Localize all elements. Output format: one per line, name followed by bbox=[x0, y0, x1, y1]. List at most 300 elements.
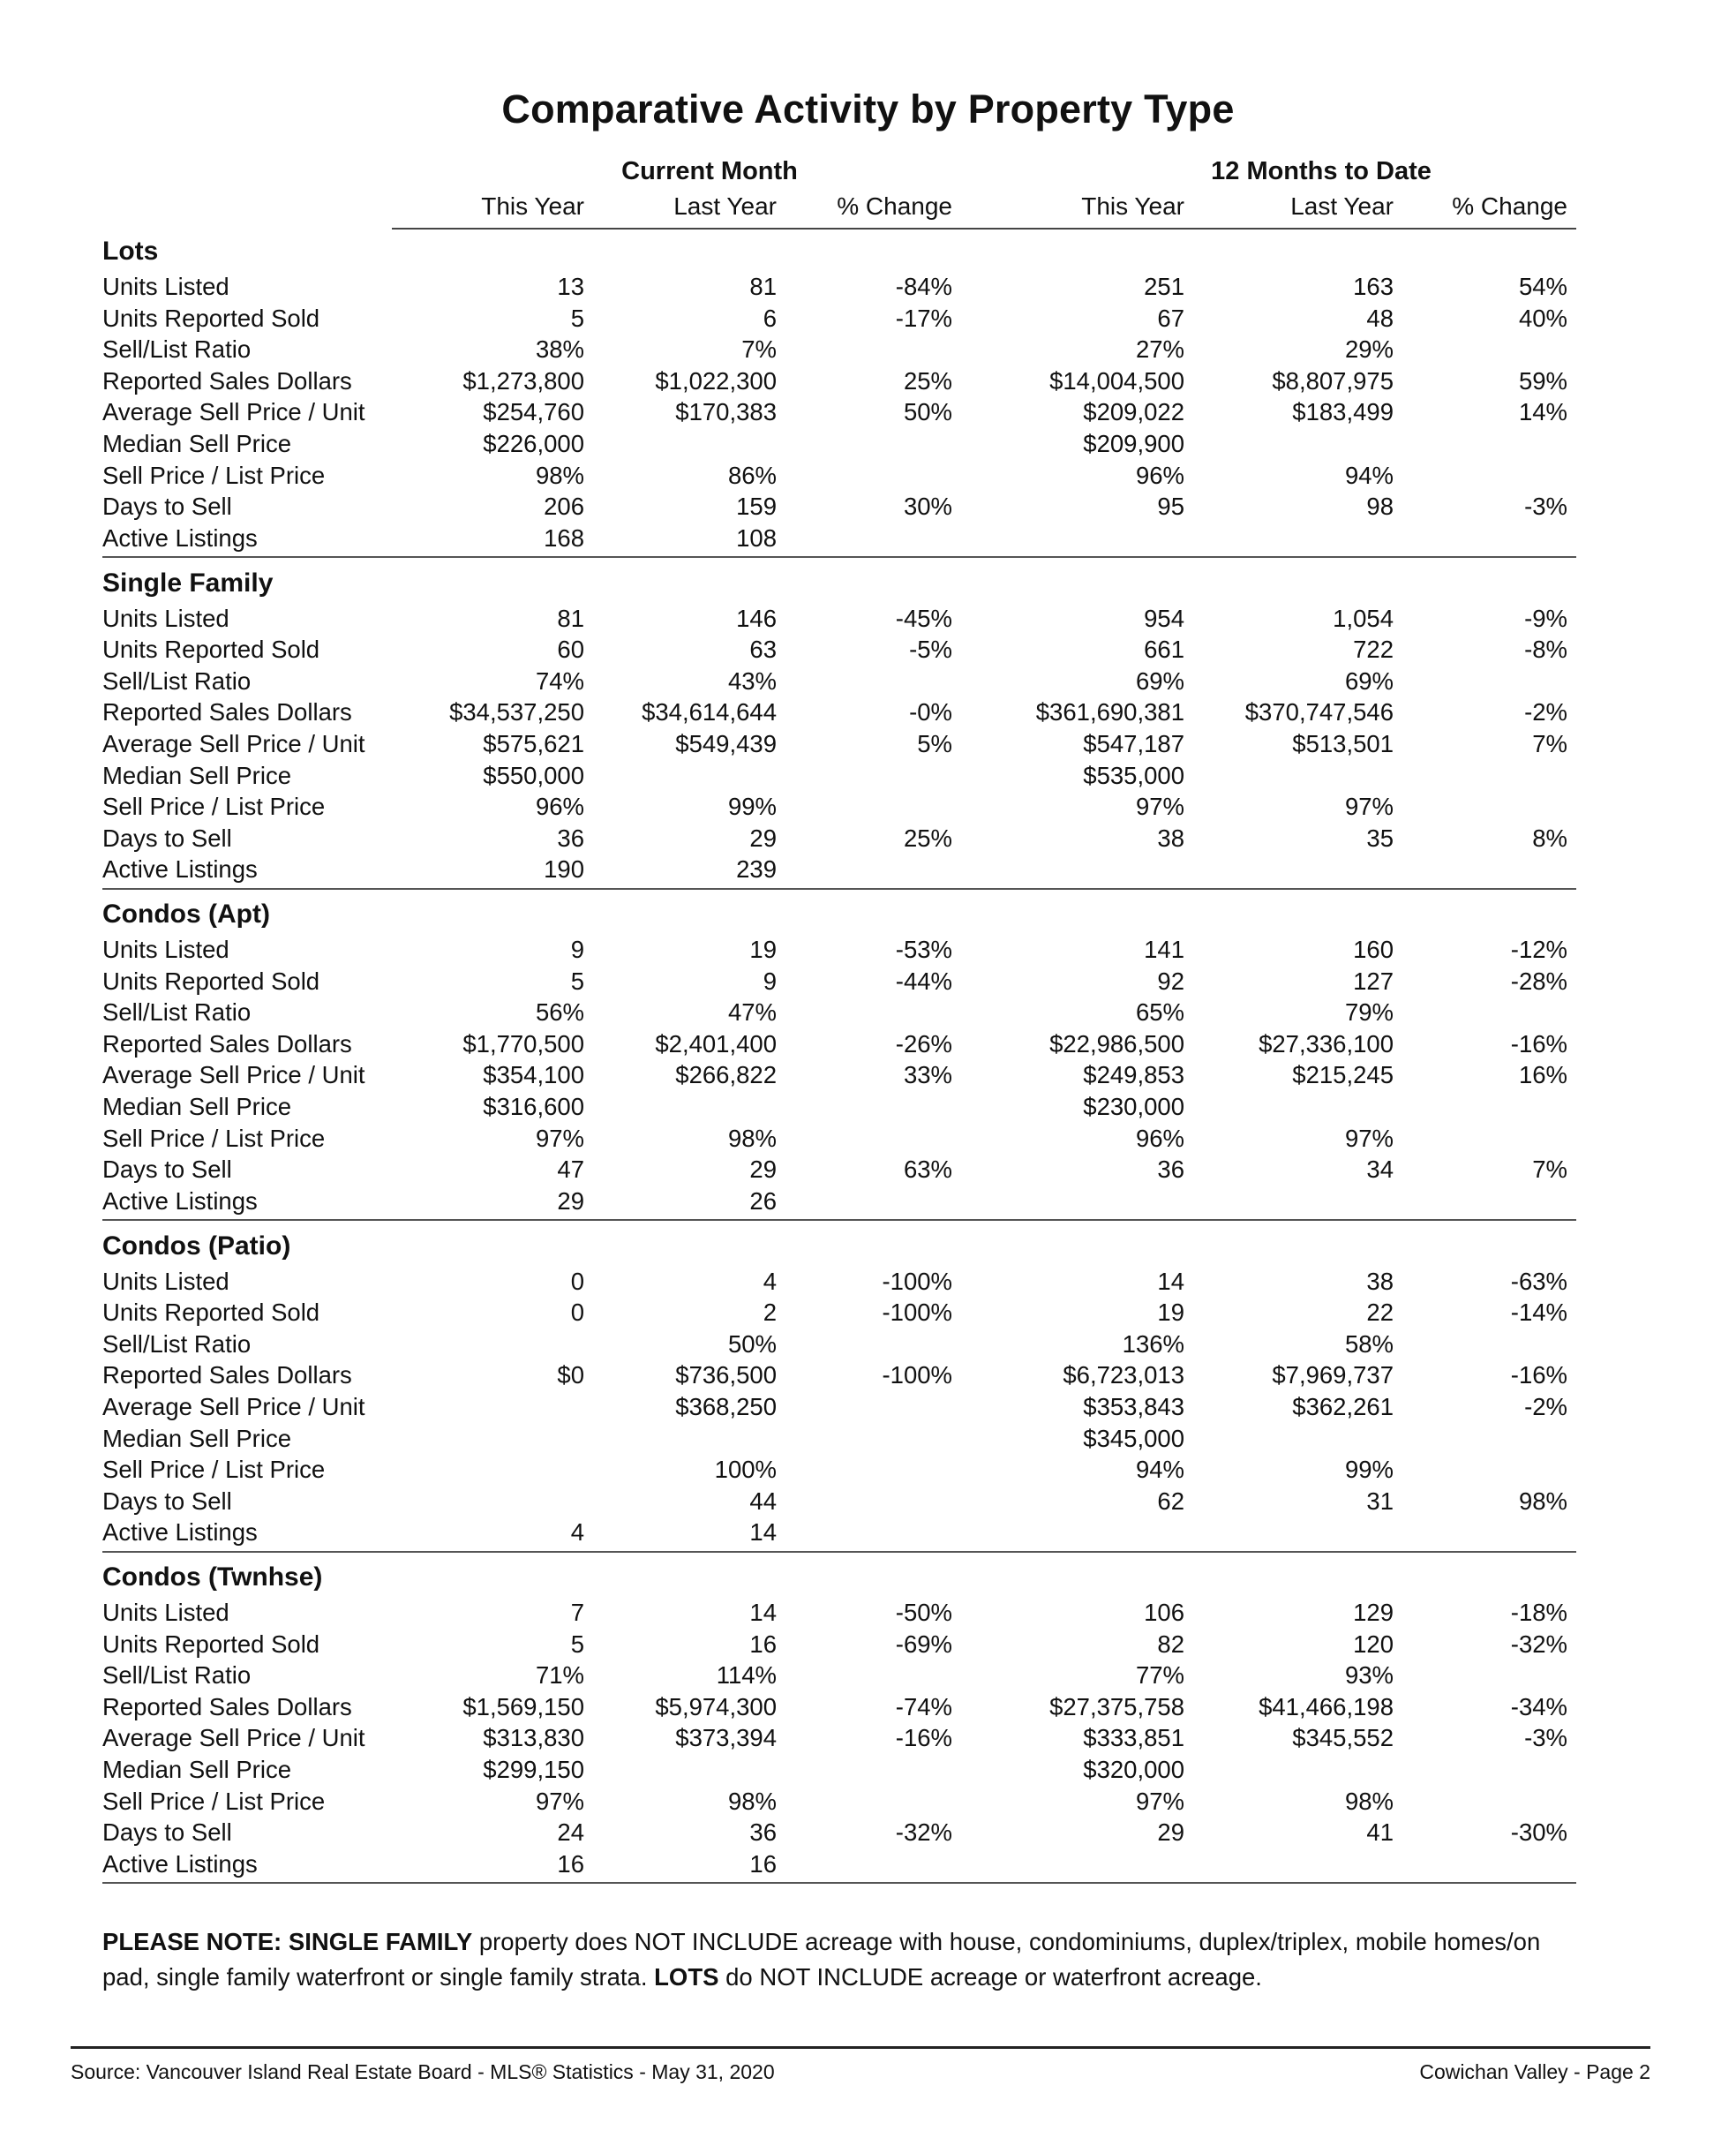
table-cell: 127 bbox=[1353, 967, 1394, 995]
table-cell: 38 bbox=[1157, 824, 1184, 852]
row-label: Days to Sell bbox=[102, 493, 232, 521]
table-cell: $5,974,300 bbox=[655, 1692, 777, 1720]
table-cell: 69% bbox=[1344, 666, 1394, 695]
table-cell: 81 bbox=[557, 604, 584, 632]
table-cell: 35 bbox=[1366, 824, 1394, 852]
table-cell: 5 bbox=[570, 967, 584, 995]
table-cell: 63% bbox=[903, 1156, 952, 1184]
note-lots: LOTS bbox=[654, 1963, 719, 1991]
table-row bbox=[0, 1487, 1736, 1519]
table-row bbox=[0, 1268, 1736, 1299]
table-cell: 97% bbox=[535, 1124, 584, 1152]
row-label: Units Reported Sold bbox=[102, 636, 320, 664]
table-cell: -32% bbox=[1510, 1630, 1567, 1658]
row-label: Sell/List Ratio bbox=[102, 998, 252, 1027]
row-label: Days to Sell bbox=[102, 824, 232, 852]
table-cell: $183,499 bbox=[1292, 398, 1394, 426]
table-cell: $34,614,644 bbox=[642, 698, 777, 726]
table-cell: 25% bbox=[903, 366, 952, 395]
table-cell: 5 bbox=[570, 304, 584, 332]
table-cell: 77% bbox=[1135, 1661, 1184, 1690]
row-label: Days to Sell bbox=[102, 1487, 232, 1515]
row-label: Active Listings bbox=[102, 855, 258, 884]
table-cell: $226,000 bbox=[483, 430, 584, 457]
table-cell: $299,150 bbox=[483, 1756, 584, 1783]
table-cell: $368,250 bbox=[675, 1392, 777, 1420]
table-row bbox=[0, 667, 1736, 699]
table-cell: $41,466,198 bbox=[1259, 1692, 1394, 1720]
table-cell: 5 bbox=[570, 1630, 584, 1658]
table-cell: $2,401,400 bbox=[655, 1029, 777, 1058]
table-cell: 97% bbox=[1344, 1124, 1394, 1152]
table-cell: 47% bbox=[727, 998, 777, 1027]
row-label: Reported Sales Dollars bbox=[102, 698, 352, 726]
table-cell: 661 bbox=[1144, 636, 1184, 664]
table-row bbox=[0, 855, 1736, 887]
table-cell: -18% bbox=[1510, 1599, 1567, 1626]
table-row bbox=[0, 1187, 1736, 1219]
table-row bbox=[0, 605, 1736, 636]
table-cell: -74% bbox=[895, 1692, 952, 1720]
table-cell: 41 bbox=[1366, 1818, 1394, 1847]
table-cell: -50% bbox=[895, 1599, 952, 1626]
table-row bbox=[0, 1125, 1736, 1156]
table-row bbox=[0, 1818, 1736, 1850]
table-row bbox=[0, 636, 1736, 667]
table-cell: 100% bbox=[714, 1456, 777, 1484]
section-title: Condos (Apt) bbox=[102, 900, 270, 929]
table-cell: 14% bbox=[1518, 398, 1567, 426]
table-cell: 168 bbox=[544, 523, 584, 552]
column-header-ytd-pct-change: % Change bbox=[1452, 192, 1567, 220]
table-cell: 24 bbox=[557, 1818, 584, 1847]
table-cell: $1,022,300 bbox=[655, 366, 777, 395]
table-cell: $266,822 bbox=[675, 1061, 777, 1089]
table-row bbox=[0, 998, 1736, 1030]
table-cell: $6,723,013 bbox=[1063, 1361, 1184, 1389]
group-header-12-months: 12 Months to Date bbox=[1211, 157, 1432, 185]
table-cell: 54% bbox=[1518, 273, 1567, 300]
table-cell: 79% bbox=[1344, 998, 1394, 1027]
row-label: Units Listed bbox=[102, 1267, 229, 1295]
table-cell: 63 bbox=[749, 636, 777, 664]
table-cell: 34 bbox=[1366, 1156, 1394, 1184]
table-cell: 36 bbox=[749, 1818, 777, 1847]
table-cell: -84% bbox=[895, 273, 952, 300]
header-divider bbox=[392, 228, 1576, 230]
table-cell: $354,100 bbox=[483, 1061, 584, 1089]
row-label: Active Listings bbox=[102, 1186, 258, 1215]
section-divider bbox=[102, 1551, 1576, 1553]
table-cell: 14 bbox=[749, 1599, 777, 1626]
table-row bbox=[0, 1693, 1736, 1725]
table-row bbox=[0, 398, 1736, 430]
table-cell: -17% bbox=[895, 304, 952, 332]
table-cell: 160 bbox=[1353, 936, 1394, 963]
table-cell: 722 bbox=[1353, 636, 1394, 664]
table-row bbox=[0, 1788, 1736, 1819]
row-label: Average Sell Price / Unit bbox=[102, 1724, 365, 1752]
table-cell: 0 bbox=[570, 1267, 584, 1295]
table-row bbox=[0, 936, 1736, 967]
table-row bbox=[0, 1393, 1736, 1425]
table-cell: 99% bbox=[1344, 1456, 1394, 1484]
table-cell: $353,843 bbox=[1083, 1392, 1184, 1420]
row-label: Units Listed bbox=[102, 273, 229, 300]
table-row bbox=[0, 1661, 1736, 1693]
table-cell: -16% bbox=[1510, 1029, 1567, 1058]
table-cell: 190 bbox=[544, 855, 584, 884]
table-cell: -5% bbox=[909, 636, 952, 664]
row-label: Units Listed bbox=[102, 1599, 229, 1626]
table-cell: -3% bbox=[1524, 1724, 1567, 1752]
table-cell: $14,004,500 bbox=[1049, 366, 1184, 395]
row-label: Median Sell Price bbox=[102, 430, 291, 457]
table-cell: 16% bbox=[1518, 1061, 1567, 1089]
table-cell: -16% bbox=[1510, 1361, 1567, 1389]
row-label: Units Listed bbox=[102, 604, 229, 632]
row-label: Median Sell Price bbox=[102, 761, 291, 789]
note-paragraph bbox=[102, 1924, 1559, 1995]
table-row bbox=[0, 524, 1736, 556]
row-label: Active Listings bbox=[102, 1518, 258, 1547]
table-row bbox=[0, 1456, 1736, 1487]
table-row bbox=[0, 1850, 1736, 1882]
table-cell: -28% bbox=[1510, 967, 1567, 995]
table-row bbox=[0, 1061, 1736, 1093]
table-cell: 92 bbox=[1157, 967, 1184, 995]
section-title: Condos (Patio) bbox=[102, 1231, 291, 1261]
table-cell: 239 bbox=[736, 855, 777, 884]
table-cell: 97% bbox=[535, 1787, 584, 1815]
table-cell: $333,851 bbox=[1083, 1724, 1184, 1752]
section-divider bbox=[102, 1882, 1576, 1884]
table-cell: $362,261 bbox=[1292, 1392, 1394, 1420]
table-cell: 98% bbox=[727, 1787, 777, 1815]
table-cell: 29 bbox=[749, 824, 777, 852]
table-cell: 96% bbox=[1135, 461, 1184, 489]
row-label: Reported Sales Dollars bbox=[102, 366, 352, 395]
table-cell: 58% bbox=[1344, 1329, 1394, 1358]
table-cell: 146 bbox=[736, 604, 777, 632]
table-row bbox=[0, 1030, 1736, 1062]
table-row bbox=[0, 1756, 1736, 1788]
table-cell: 26 bbox=[749, 1186, 777, 1215]
table-cell: 67 bbox=[1157, 304, 1184, 332]
table-cell: 33% bbox=[903, 1061, 952, 1089]
table-row bbox=[0, 1425, 1736, 1457]
table-cell: 19 bbox=[749, 936, 777, 963]
section-title: Single Family bbox=[102, 568, 274, 598]
row-label: Units Reported Sold bbox=[102, 1299, 320, 1327]
table-row bbox=[0, 1299, 1736, 1330]
table-cell: 74% bbox=[535, 666, 584, 695]
section-title: Condos (Twnhse) bbox=[102, 1562, 323, 1592]
row-label: Sell/List Ratio bbox=[102, 1661, 252, 1690]
note-text-2: do NOT INCLUDE acreage or waterfront acreage. bbox=[718, 1963, 1262, 1991]
table-cell: 50% bbox=[903, 398, 952, 426]
column-header-this-year: This Year bbox=[481, 192, 584, 220]
row-label: Units Listed bbox=[102, 936, 229, 963]
table-cell: $22,986,500 bbox=[1049, 1029, 1184, 1058]
table-cell: 141 bbox=[1144, 936, 1184, 963]
table-cell: 36 bbox=[557, 824, 584, 852]
table-cell: -100% bbox=[882, 1267, 952, 1295]
table-cell: $550,000 bbox=[483, 761, 584, 789]
column-header-pct-change: % Change bbox=[837, 192, 952, 220]
row-label: Reported Sales Dollars bbox=[102, 1361, 352, 1389]
table-cell: $249,853 bbox=[1083, 1061, 1184, 1089]
table-cell: 14 bbox=[749, 1518, 777, 1547]
table-cell: 4 bbox=[570, 1518, 584, 1547]
table-cell: 50% bbox=[727, 1329, 777, 1358]
table-cell: -32% bbox=[895, 1818, 952, 1847]
table-cell: $316,600 bbox=[483, 1093, 584, 1120]
table-row bbox=[0, 493, 1736, 524]
table-cell: $575,621 bbox=[483, 729, 584, 757]
table-cell: $547,187 bbox=[1083, 729, 1184, 757]
table-cell: 43% bbox=[727, 666, 777, 695]
table-cell: 16 bbox=[749, 1849, 777, 1878]
row-label: Days to Sell bbox=[102, 1818, 232, 1847]
table-cell: 14 bbox=[1157, 1267, 1184, 1295]
table-cell: 7% bbox=[1532, 729, 1567, 757]
table-cell: -100% bbox=[882, 1361, 952, 1389]
table-cell: 95 bbox=[1157, 493, 1184, 521]
row-label: Median Sell Price bbox=[102, 1424, 291, 1452]
table-cell: 22 bbox=[1366, 1299, 1394, 1327]
table-cell: 60 bbox=[557, 636, 584, 664]
table-cell: -3% bbox=[1524, 493, 1567, 521]
table-cell: 81 bbox=[749, 273, 777, 300]
table-cell: 206 bbox=[544, 493, 584, 521]
table-cell: 59% bbox=[1518, 366, 1567, 395]
table-cell: 4 bbox=[763, 1267, 777, 1295]
table-cell: $513,501 bbox=[1292, 729, 1394, 757]
table-cell: 114% bbox=[716, 1661, 777, 1690]
table-row bbox=[0, 1724, 1736, 1756]
table-cell: 40% bbox=[1518, 304, 1567, 332]
table-cell: -26% bbox=[895, 1029, 952, 1058]
table-cell: $254,760 bbox=[483, 398, 584, 426]
row-label: Average Sell Price / Unit bbox=[102, 1061, 365, 1089]
table-cell: $345,552 bbox=[1292, 1724, 1394, 1752]
table-cell: 6 bbox=[763, 304, 777, 332]
table-cell: $209,900 bbox=[1083, 430, 1184, 457]
table-cell: $361,690,381 bbox=[1035, 698, 1184, 726]
page-title: Comparative Activity by Property Type bbox=[501, 87, 1235, 132]
row-label: Average Sell Price / Unit bbox=[102, 398, 365, 426]
table-cell: $8,807,975 bbox=[1272, 366, 1394, 395]
row-label: Reported Sales Dollars bbox=[102, 1692, 352, 1720]
table-cell: $7,969,737 bbox=[1272, 1361, 1394, 1389]
table-cell: 97% bbox=[1135, 1787, 1184, 1815]
table-cell: $320,000 bbox=[1083, 1756, 1184, 1783]
table-cell: 82 bbox=[1157, 1630, 1184, 1658]
table-cell: 16 bbox=[557, 1849, 584, 1878]
table-row bbox=[0, 335, 1736, 367]
row-label: Units Reported Sold bbox=[102, 1630, 320, 1658]
row-label: Sell/List Ratio bbox=[102, 666, 252, 695]
row-label: Sell Price / List Price bbox=[102, 1456, 326, 1484]
group-header-current-month: Current Month bbox=[621, 157, 798, 185]
table-cell: -30% bbox=[1510, 1818, 1567, 1847]
row-label: Reported Sales Dollars bbox=[102, 1029, 352, 1058]
note-lead: PLEASE NOTE: SINGLE FAMILY bbox=[102, 1928, 473, 1955]
table-cell: 2 bbox=[763, 1299, 777, 1327]
table-cell: 25% bbox=[903, 824, 952, 852]
table-cell: 38% bbox=[535, 335, 584, 364]
table-row bbox=[0, 1361, 1736, 1393]
table-cell: 48 bbox=[1366, 304, 1394, 332]
table-cell: 98% bbox=[727, 1124, 777, 1152]
section-divider bbox=[102, 1219, 1576, 1221]
table-cell: 19 bbox=[1157, 1299, 1184, 1327]
table-cell: $27,375,758 bbox=[1049, 1692, 1184, 1720]
table-cell: -69% bbox=[895, 1630, 952, 1658]
table-cell: 9 bbox=[763, 967, 777, 995]
table-cell: 7% bbox=[741, 335, 777, 364]
table-cell: 251 bbox=[1144, 273, 1184, 300]
row-label: Sell Price / List Price bbox=[102, 461, 326, 489]
table-cell: 9 bbox=[570, 936, 584, 963]
table-cell: 31 bbox=[1366, 1487, 1394, 1515]
footer-source: Source: Vancouver Island Real Estate Board - MLS® Statistics - May 31, 2020 bbox=[71, 2060, 775, 2083]
table-cell: $736,500 bbox=[675, 1361, 777, 1389]
table-cell: 97% bbox=[1135, 793, 1184, 821]
table-row bbox=[0, 1093, 1736, 1125]
table-cell: $170,383 bbox=[675, 398, 777, 426]
row-label: Sell/List Ratio bbox=[102, 1329, 252, 1358]
table-cell: 96% bbox=[1135, 1124, 1184, 1152]
table-cell: 98 bbox=[1366, 493, 1394, 521]
table-cell: -34% bbox=[1510, 1692, 1567, 1720]
row-label: Units Reported Sold bbox=[102, 304, 320, 332]
table-cell: $215,245 bbox=[1292, 1061, 1394, 1089]
table-cell: 7 bbox=[570, 1599, 584, 1626]
table-cell: 44 bbox=[749, 1487, 777, 1515]
table-cell: 106 bbox=[1144, 1599, 1184, 1626]
table-row bbox=[0, 967, 1736, 999]
table-cell: 30% bbox=[903, 493, 952, 521]
table-cell: 93% bbox=[1344, 1661, 1394, 1690]
table-cell: 71% bbox=[535, 1661, 584, 1690]
row-label: Median Sell Price bbox=[102, 1093, 291, 1120]
table-cell: 1,054 bbox=[1333, 604, 1394, 632]
table-cell: 27% bbox=[1135, 335, 1184, 364]
table-cell: 47 bbox=[557, 1156, 584, 1184]
table-cell: $34,537,250 bbox=[449, 698, 584, 726]
section-title: Lots bbox=[102, 237, 159, 266]
table-row bbox=[0, 730, 1736, 762]
row-label: Sell Price / List Price bbox=[102, 793, 326, 821]
table-cell: 0 bbox=[570, 1299, 584, 1327]
table-cell: -44% bbox=[895, 967, 952, 995]
table-cell: -2% bbox=[1524, 698, 1567, 726]
table-cell: 99% bbox=[727, 793, 777, 821]
table-cell: 5% bbox=[917, 729, 952, 757]
table-row bbox=[0, 824, 1736, 856]
table-row bbox=[0, 367, 1736, 399]
column-header-ytd-this-year: This Year bbox=[1081, 192, 1184, 220]
table-cell: 94% bbox=[1135, 1456, 1184, 1484]
table-row bbox=[0, 1518, 1736, 1550]
table-cell: 98% bbox=[535, 461, 584, 489]
row-label: Sell Price / List Price bbox=[102, 1124, 326, 1152]
table-cell: 97% bbox=[1344, 793, 1394, 821]
table-row bbox=[0, 273, 1736, 305]
table-cell: -0% bbox=[909, 698, 952, 726]
table-cell: $209,022 bbox=[1083, 398, 1184, 426]
table-cell: 36 bbox=[1157, 1156, 1184, 1184]
table-cell: 163 bbox=[1353, 273, 1394, 300]
section-divider bbox=[102, 888, 1576, 890]
table-cell: $27,336,100 bbox=[1259, 1029, 1394, 1058]
table-cell: 16 bbox=[749, 1630, 777, 1658]
table-cell: $370,747,546 bbox=[1244, 698, 1394, 726]
table-row bbox=[0, 462, 1736, 493]
table-cell: -45% bbox=[895, 604, 952, 632]
table-cell: 120 bbox=[1353, 1630, 1394, 1658]
table-cell: 159 bbox=[736, 493, 777, 521]
table-cell: $535,000 bbox=[1083, 761, 1184, 789]
table-cell: 29 bbox=[749, 1156, 777, 1184]
table-row bbox=[0, 698, 1736, 730]
table-row bbox=[0, 1599, 1736, 1630]
table-cell: 8% bbox=[1532, 824, 1567, 852]
table-cell: 29 bbox=[1157, 1818, 1184, 1847]
table-cell: -2% bbox=[1524, 1392, 1567, 1420]
table-cell: $549,439 bbox=[675, 729, 777, 757]
row-label: Average Sell Price / Unit bbox=[102, 1392, 365, 1420]
footer-page: Cowichan Valley - Page 2 bbox=[1419, 2060, 1650, 2083]
table-cell: 62 bbox=[1157, 1487, 1184, 1515]
table-row bbox=[0, 1630, 1736, 1662]
table-cell: 56% bbox=[535, 998, 584, 1027]
table-cell: -14% bbox=[1510, 1299, 1567, 1327]
table-cell: $373,394 bbox=[675, 1724, 777, 1752]
table-row bbox=[0, 430, 1736, 462]
row-label: Median Sell Price bbox=[102, 1756, 291, 1783]
note-text-1: property does NOT INCLUDE acreage with house, condominiums, duplex/triplex, mobile homes/on pad, single family waterfront or single family strata. bbox=[102, 1928, 1541, 1991]
table-cell: $230,000 bbox=[1083, 1093, 1184, 1120]
table-cell: -16% bbox=[895, 1724, 952, 1752]
column-header-last-year: Last Year bbox=[673, 192, 777, 220]
table-cell: -63% bbox=[1510, 1267, 1567, 1295]
section-divider bbox=[102, 556, 1576, 558]
column-header-ytd-last-year: Last Year bbox=[1290, 192, 1394, 220]
row-label: Average Sell Price / Unit bbox=[102, 729, 365, 757]
table-cell: 86% bbox=[727, 461, 777, 489]
table-cell: $0 bbox=[557, 1361, 584, 1389]
table-cell: $1,770,500 bbox=[462, 1029, 584, 1058]
table-row bbox=[0, 1156, 1736, 1187]
table-cell: 69% bbox=[1135, 666, 1184, 695]
table-cell: 29% bbox=[1344, 335, 1394, 364]
table-cell: 136% bbox=[1122, 1329, 1184, 1358]
table-cell: 65% bbox=[1135, 998, 1184, 1027]
row-label: Units Reported Sold bbox=[102, 967, 320, 995]
table-cell: -12% bbox=[1510, 936, 1567, 963]
table-row bbox=[0, 793, 1736, 824]
table-cell: -8% bbox=[1524, 636, 1567, 664]
table-cell: -9% bbox=[1524, 604, 1567, 632]
table-cell: 13 bbox=[557, 273, 584, 300]
table-row bbox=[0, 305, 1736, 336]
table-cell: -53% bbox=[895, 936, 952, 963]
table-cell: 108 bbox=[736, 523, 777, 552]
table-cell: 29 bbox=[557, 1186, 584, 1215]
